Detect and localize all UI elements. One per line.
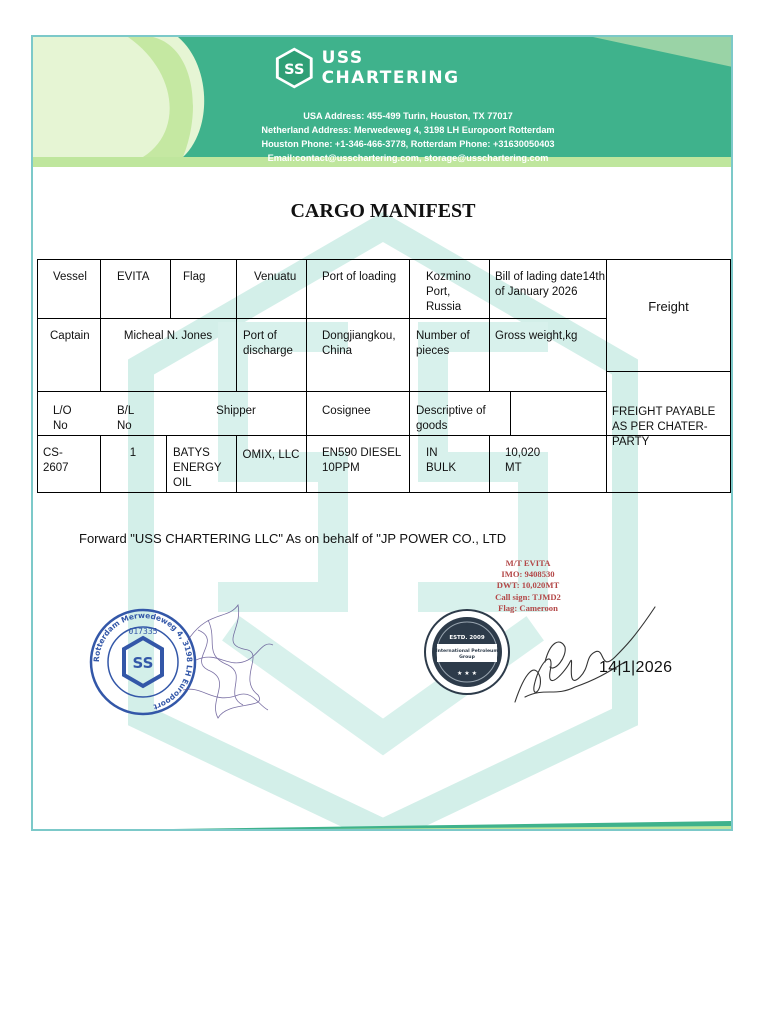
vessel-value: EVITA (117, 271, 150, 283)
vessel-label: Vessel (53, 271, 87, 283)
petroleum-group-stamp (422, 607, 512, 697)
company-logo (273, 45, 503, 91)
stamp-name-line1: International Petroleum (435, 649, 499, 654)
company-name: USS CHARTERING (321, 48, 460, 88)
vessel-info-name: M/T EVITA (505, 558, 551, 568)
port-of-loading-label: Port of loading (322, 271, 397, 283)
handwritten-signature (505, 602, 665, 712)
port-of-loading-value: Kozmino Port, Russia (426, 271, 471, 313)
seal-ring-text: Rotterdam Merwedeweg 4, 3198 LH Europoort (91, 610, 195, 712)
svg-text:SS: SS (132, 654, 154, 672)
port-of-discharge-label: Port of discharge (243, 330, 293, 357)
usa-address: USA Address: 455-499 Turin, Houston, TX 77017 (303, 111, 513, 121)
port-of-discharge-value: Dongjiangkou, China (322, 330, 396, 357)
vessel-info-flag: Flag: Cameroon (498, 602, 558, 613)
number-of-pieces-label: Number of pieces (416, 330, 470, 357)
svg-text:SS: SS (284, 61, 305, 78)
bill-of-lading: Bill of lading date14th of January 2026 (495, 271, 605, 298)
vessel-info-imo: IMO: 9408530 (501, 569, 555, 580)
company-logo-icon (273, 46, 316, 90)
document-sheet (31, 35, 733, 831)
document-title: CARGO MANIFEST (290, 200, 476, 222)
stamp-estd: ESTD. 2009 (449, 635, 485, 641)
freight-payable-text: FREIGHT PAYABLE AS PER CHATER-PARTY (612, 406, 716, 448)
netherland-address: Netherland Address: Merwedeweg 4, 3198 LH Europoort Rotterdam (261, 125, 555, 135)
shipper-value: BATYS ENERGY OIL (173, 447, 222, 489)
lo-no-value: CS-2607 (43, 447, 69, 474)
forward-statement: Forward "USS CHARTERING LLC" As on behalf of "JP POWER CO., LTD (79, 531, 507, 546)
flag-label: Flag (183, 271, 206, 283)
gross-weight-label: Gross weight,kg (495, 330, 578, 342)
email-addresses: Email:contact@usschartering.com, storage@usschartering.com (267, 153, 549, 163)
signature-date: 14|1|2026 (599, 659, 673, 676)
stamp-stars: ★ ★ ★ (457, 670, 477, 677)
seal-signature-scribble (183, 605, 273, 718)
gross-weight-value: 10,020 MT (505, 447, 541, 474)
bl-no-value: 1 (129, 447, 137, 459)
freight-label: Freight (648, 299, 689, 314)
goods-description-value: EN590 DIESEL 10PPM (322, 447, 401, 474)
vessel-info-call-sign: Call sign: TJMD2 (495, 591, 561, 602)
lo-no-label: L/O No (53, 405, 72, 432)
svg-text:♛: ♛ (464, 622, 470, 628)
stamp-name-line2: Group (459, 655, 475, 660)
flag-value: Venuatu (254, 271, 297, 283)
consignee-label: Cosignee (322, 405, 371, 417)
phone-numbers: Houston Phone: +1-346-466-3778, Rotterdam Phone: +31630050403 (261, 139, 555, 149)
number-of-pieces-value: IN BULK (426, 447, 457, 474)
captain-value: Micheal N. Jones (123, 330, 213, 342)
shipper-label: Shipper (216, 405, 256, 417)
company-seal-stamp (88, 600, 288, 725)
consignee-value: OMIX, LLC (242, 449, 300, 461)
footer-stripe (33, 819, 733, 831)
descriptive-of-goods-label: Descriptive of goods (416, 405, 486, 432)
bl-no-label: B/L No (117, 405, 134, 432)
captain-label: Captain (50, 330, 90, 342)
seal-number: 017335 (128, 627, 158, 636)
vessel-info-dwt: DWT: 10,020MT (496, 580, 560, 591)
